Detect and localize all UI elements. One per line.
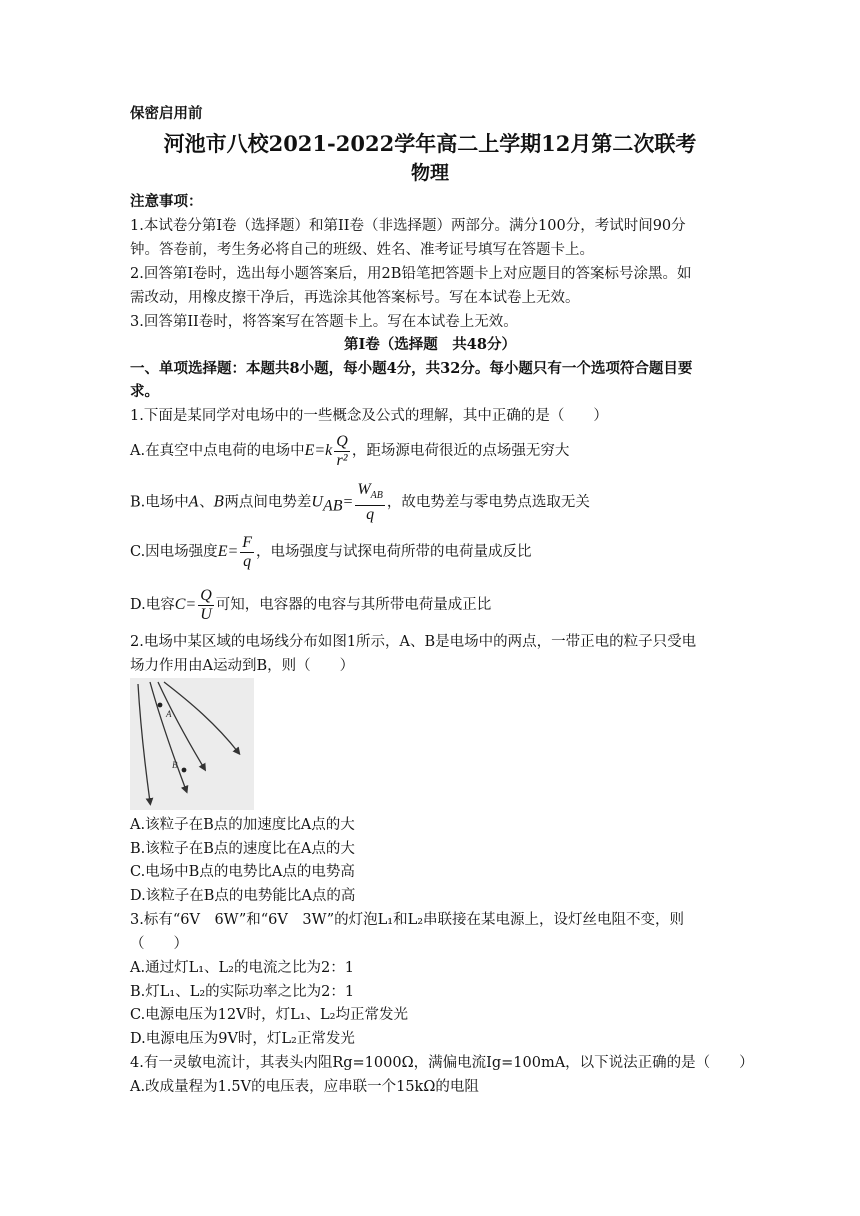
q1-option-a: A.在真空中点电荷的电场中E=k $\frac{Q}{\text{r²}}$ ，距场源电荷很近的点场强无穷大 — [130, 432, 570, 469]
q2-option-b: B.该粒子在B点的速度比在A点的大 — [130, 841, 355, 857]
svg-text:A: A — [166, 709, 172, 719]
q3-stem-a: 3.标有“6V 6W”和“6V 3W”的灯泡L₁和L₂串联接在某电源上，设灯丝电阻不变，则 — [130, 912, 685, 928]
section-heading-a: 一、单项选择题：本题共8小题，每小题4分，共32分。每小题只有一个选项符合题目要 — [130, 360, 693, 377]
q4-stem: 4.有一灵敏电流计，其表头内阻Rg=1000Ω，满偏电流Ig=100mA，以下说法正确的是（ ） — [130, 1055, 754, 1071]
note-2b: 需改动，用橡皮擦干净后，再选涂其他答案标号。写在本试卷上无效。 — [130, 290, 580, 306]
q2-stem-a: 2.电场中某区域的电场线分布如图1所示，A、B是电场中的两点，一带正电的粒子只受电 — [130, 634, 697, 650]
q2-option-d: D.该粒子在B点的电势能比A点的高 — [130, 888, 356, 904]
q1-option-d: D.电容C= $\frac{Q}{U}$ 可知，电容器的电容与其所带电荷量成正比 — [130, 586, 492, 623]
q1-stem: 1.下面是某同学对电场中的一些概念及公式的理解，其中正确的是（ ） — [130, 408, 608, 424]
section-heading-b: 求。 — [130, 383, 159, 400]
subject-title: 物理 — [410, 162, 449, 184]
q3-option-c: C.电源电压为12V时，灯L₁、L₂均正常发光 — [130, 1007, 408, 1023]
q2-option-a: A.该粒子在B点的加速度比A点的大 — [130, 817, 355, 833]
note-1a: 1.本试卷分第I卷（选择题）和第II卷（非选择题）两部分。满分100分，考试时间90分 — [130, 218, 686, 234]
q1-option-c: C.因电场强度E= $\frac{F}{q}$ ，电场强度与试探电荷所带的电荷量成反比 — [130, 533, 532, 570]
q3-option-a: A.通过灯L₁、L₂的电流之比为2：1 — [130, 960, 354, 976]
exam-title: 河池市八校2021-2022学年高二上学期12月第二次联考 — [163, 131, 697, 156]
note-2a: 2.回答第I卷时，选出每小题答案后，用2B铅笔把答题卡上对应题目的答案标号涂黑。如 — [130, 266, 692, 282]
section-title: 第I卷（选择题 共48分） — [344, 336, 516, 353]
q3-option-b: B.灯L₁、L₂的实际功率之比为2：1 — [130, 984, 355, 1000]
notes-heading: 注意事项： — [130, 193, 203, 210]
q3-stem-b: （ ） — [130, 936, 188, 952]
q4-option-a: A.改成量程为1.5V的电压表，应串联一个15kΩ的电阻 — [130, 1079, 479, 1095]
field-line-figure — [130, 678, 254, 810]
q3-option-d: D.电源电压为9V时，灯L₂正常发光 — [130, 1031, 355, 1047]
confidential-label: 保密启用前 — [130, 105, 203, 122]
note-3: 3.回答第II卷时，将答案写在答题卡上。写在本试卷上无效。 — [130, 314, 518, 330]
svg-text:B: B — [172, 760, 178, 770]
q2-stem-b: 场力作用由A运动到B，则（ ） — [130, 658, 355, 674]
q2-option-c: C.电场中B点的电势比A点的电势高 — [130, 864, 355, 880]
q1-option-b: B.电场中A、B两点间电势差$U_{AB}=$ $\frac{W_{AB}}{q}$ ，故电势差与零电势点选取无关 — [130, 481, 590, 524]
note-1b: 钟。答卷前，考生务必将自己的班级、姓名、准考证号填写在答题卡上。 — [130, 242, 594, 258]
